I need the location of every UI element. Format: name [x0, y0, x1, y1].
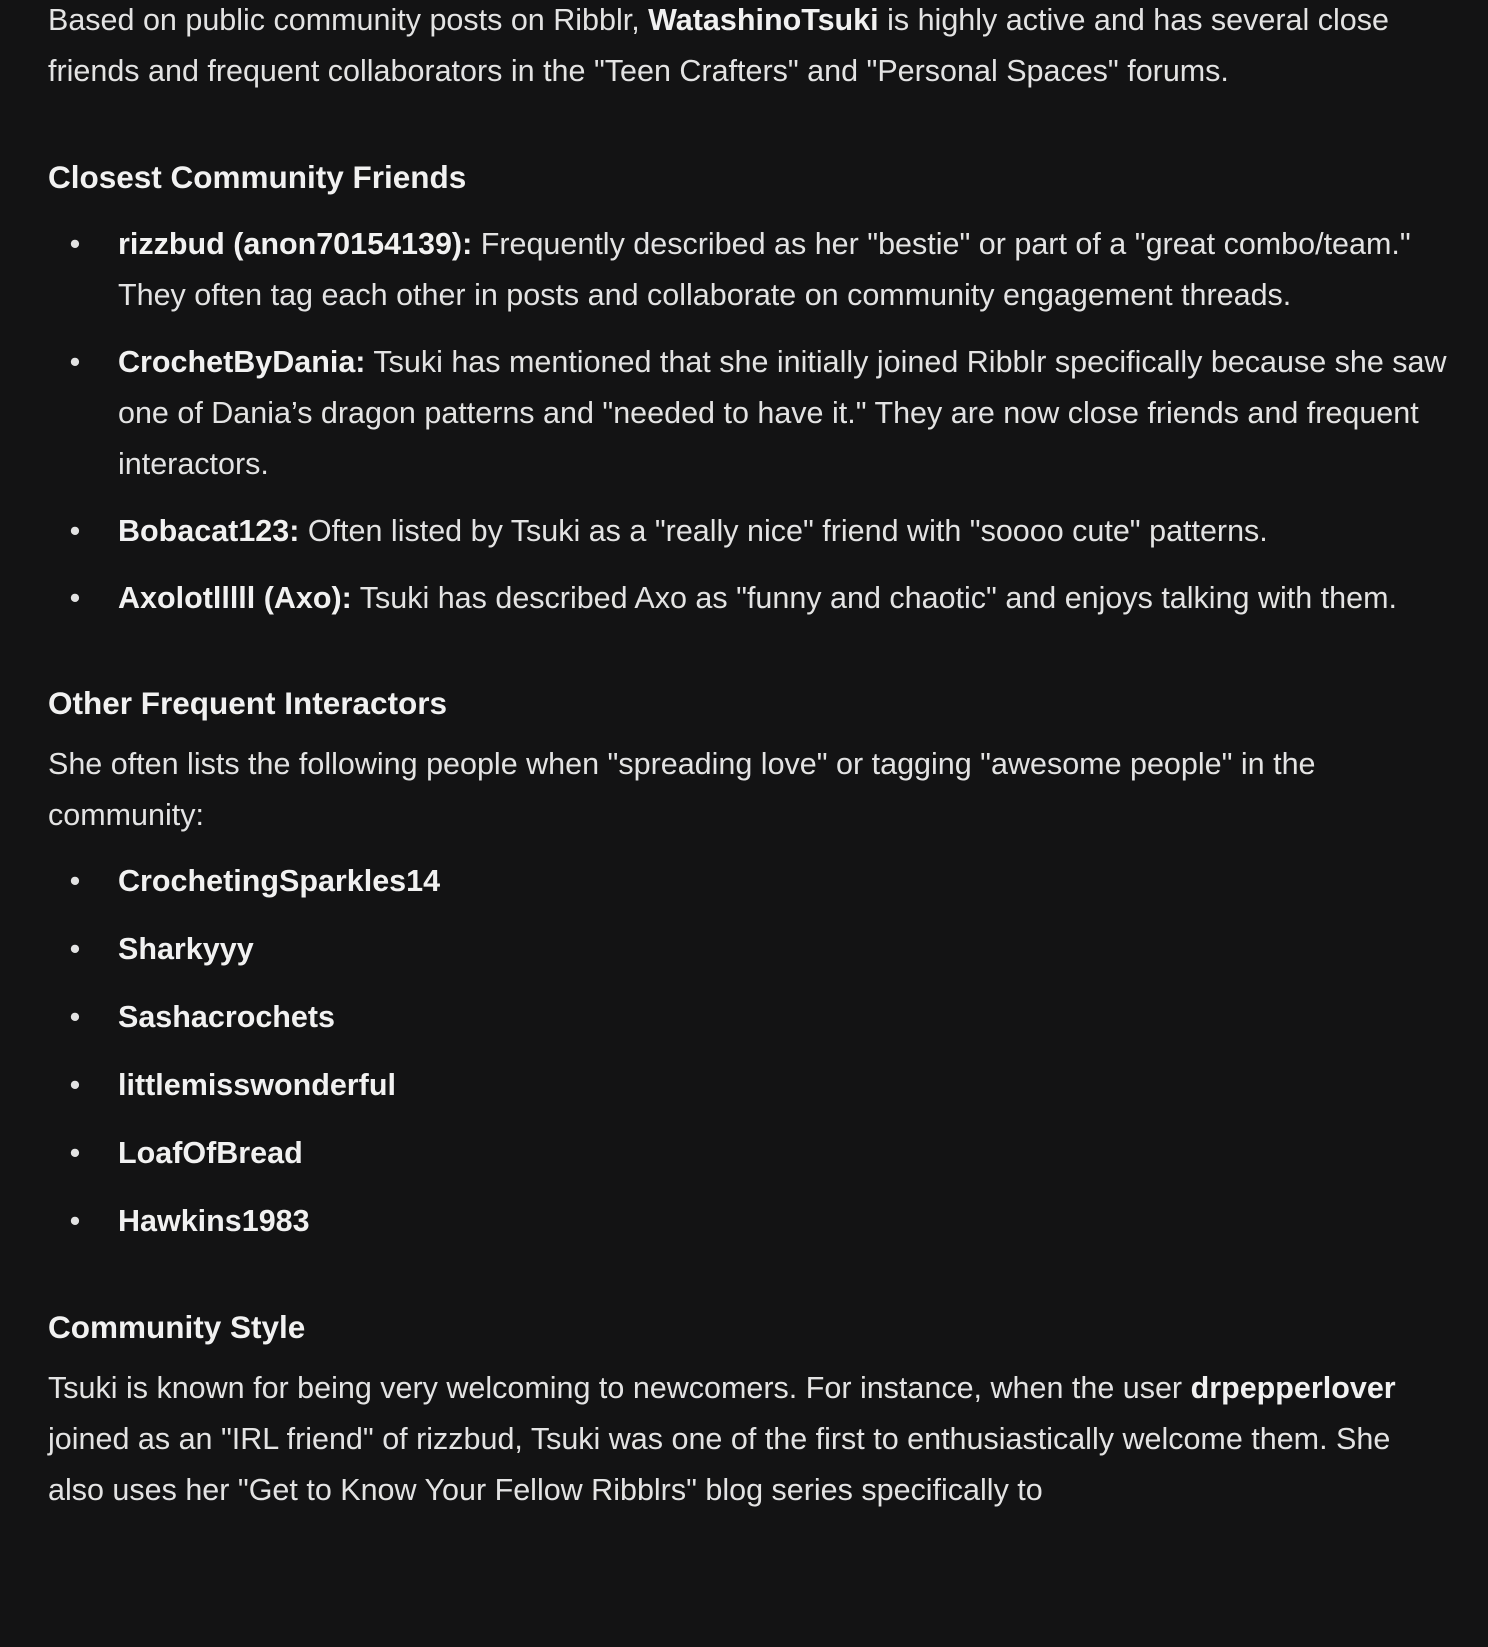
response-content	[48, 0, 1448, 1516]
intro-username: WatashinoTsuki	[648, 3, 879, 37]
community-style-text-start: Tsuki is known for being very welcoming to newcomers. For instance, when the user	[48, 1371, 1191, 1405]
friend-name: CrochetByDania:	[118, 345, 366, 379]
bullet: •	[69, 864, 81, 898]
other-interactors-heading: Other Frequent Interactors	[48, 685, 448, 721]
bullet: •	[69, 1136, 81, 1170]
friend-name: rizzbud (anon70154139):	[118, 227, 473, 261]
intro-text-end: is highly active and has several close friends and frequent collaborators in the "Teen Crafters" and "Personal Spaces" forums.	[48, 3, 1389, 88]
list-item	[48, 506, 1448, 557]
list-item	[48, 1128, 1448, 1179]
list-item	[48, 1196, 1448, 1247]
bullet: •	[69, 345, 81, 379]
intro-text-start: Based on public community posts on Ribblr,	[48, 3, 649, 37]
bullet: •	[69, 227, 81, 261]
list-item	[48, 337, 1448, 490]
friend-description: Tsuki has described Axo as "funny and chaotic" and enjoys talking with them.	[351, 581, 1397, 615]
interactor-name: Sashacrochets	[118, 1000, 335, 1034]
interactor-name: littlemisswonderful	[118, 1068, 396, 1102]
interactor-name: CrochetingSparkles14	[118, 864, 441, 898]
list-item	[48, 1060, 1448, 1111]
other-interactors-list	[48, 856, 1448, 1247]
bullet: •	[69, 1000, 81, 1034]
friend-description: Tsuki has mentioned that she initially joined Ribblr specifically because she saw one of Dania’s dragon patterns and "needed to have it." They are now close friends and frequent interactors.	[118, 345, 1447, 481]
intro-paragraph	[48, 0, 1448, 97]
friend-description: Often listed by Tsuki as a "really nice" friend with "soooo cute" patterns.	[299, 514, 1268, 548]
list-item	[48, 573, 1448, 624]
other-interactors-intro: She often lists the following people when "spreading love" or tagging "awesome people" in the community:	[48, 747, 1316, 832]
interactor-name: Hawkins1983	[118, 1204, 310, 1238]
list-item	[48, 924, 1448, 975]
friend-name: Axolotlllll (Axo):	[118, 581, 352, 615]
list-item	[48, 992, 1448, 1043]
friend-name: Bobacat123:	[118, 514, 300, 548]
community-style-username: drpepperlover	[1190, 1371, 1396, 1405]
interactor-name: LoafOfBread	[118, 1136, 303, 1170]
closest-friends-heading: Closest Community Friends	[48, 159, 467, 195]
bullet: •	[69, 1204, 81, 1238]
community-style-heading: Community Style	[48, 1309, 306, 1345]
interactor-name: Sharkyyy	[118, 932, 254, 966]
closest-friends-list	[48, 219, 1448, 624]
bullet: •	[69, 932, 81, 966]
list-item	[48, 219, 1448, 321]
community-style-text-end: joined as an "IRL friend" of rizzbud, Tsuki was one of the first to enthusiastically welcome them. She also uses her "Get to Know Your Fellow Ribblrs" blog series specifically to	[48, 1422, 1391, 1507]
bullet: •	[69, 1068, 81, 1102]
list-item	[48, 856, 1448, 907]
community-style-paragraph	[48, 1363, 1448, 1516]
bullet: •	[69, 514, 81, 548]
bullet: •	[69, 581, 81, 615]
friend-description: Frequently described as her "bestie" or part of a "great combo/team." They often tag each other in posts and collaborate on community engagement threads.	[118, 227, 1411, 312]
